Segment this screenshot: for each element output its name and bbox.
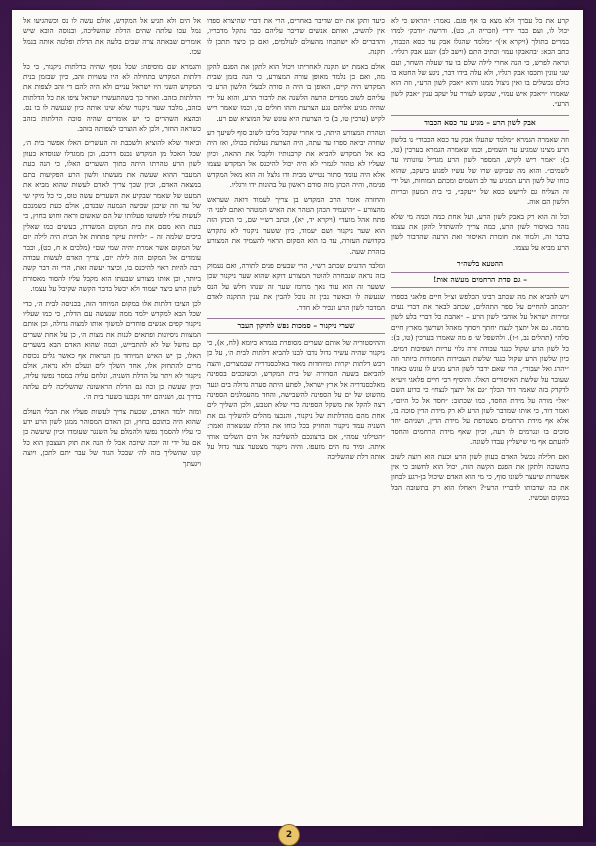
paragraph: ויש להביא את מה שכתב רבינו הכלפש זצ״ל חיים פלאגי בספרו ״הכתב להחיים על ספר התהלים, שכתב לבאר את דברי נעים זמירות ישראל על אוהבי לשון הרע – ״אהבת כל דברי בלע לשון מרמה. גם אל יתצך לנצח יחתך ויסחך מאהל ושרשך מארץ חיים סלה״ (תהלים נב, ו-ז). ולהשפל ש׳ פ מה שאמרו בערכין (טו, ב): כל לשון הרע שקול כנגד עבודה זרה גלוי עריות ושפיכות דמים. כיון שלשון הרע שקול כנגד שלשת העבירות החמורות ביותר וזה ״יהרג ואל יעבור״, הרי שאם ידבר לשון הרע מגיע לו עונש כאחד שעובר על שלשת האיסורים האלו. והוסיף רבי חיים פלאגי זיע״א לדקדק בזה שאמר דוד הכלך ״גם אל יתצך לנצח״ כי כדוע השם ״אל״ מורה על מידת החסד, כמו שכתוב: ״חסד אל כל היום״, ואמר דוד, כי אותו שמדבר לשון הרע לא רק מידת הדין סוכה בו, אלא אף מידת הרחמים מצטרפת על מידת הדין, ושניהם יחד סוכים בו ונגרמים לו רעה, וכיון שאף מידת הרחמים והחסד להעתם אף מי שישליץ עבדו לשונה.	[391, 291, 569, 447]
paragraph: אולם באמת יש תקנה לאחריתו ויכול הוא לתקן את הפגם להקן מה, ואם כן נלמד מאופן עורה המצורע, כי הנה בזמן שבית המקדש היה קיים, האופן בו היה ה סורה לבעלי הלשון הרע כי עליהם לשוב ממדים הרעה הלשנה את לדבור הרע, והוא על ידי שהיה מגיע אליהם נגע הצרעת וההו חולים בו, וכמו שאמר ריש לקיש (ערכין טו, ב) כי הצרעת היא עונש של המוציא שם רע.	[207, 61, 385, 123]
paragraph: והגמרא שם מוסיפה: שכל נוסף שהיה בדלתות ניקנור, כי כל דלתות המקדש בתחילה לא היו עשויות זהב, כיון שבזמן בנית המקדש השני היו ישראל עניים ולא היה להם די זהב לצפות את הדלתות בזהב. ואחר כך כשהתעשרו ישראל ציפו את כל הדלתות בזהב, מלבד שער ניקנור שלא שינו אותה כיון שנעשה לו בו נס. ובהצא השהרים כי יש אומרים שהיה סוכה הדלתות בזהב כשראה החזר, ולכן לא הוצרכו לצפותה בזהב.	[23, 61, 201, 134]
page-number: 2	[278, 824, 300, 846]
paragraph: וכל זה הוא רק באבק לשון הרע, ועל אחת כמה וכמה מי שלא נזהר באיסור לשון הרע, כמה צריך להשתדל להקן את עצמו בדבר זה, ולמוד את חומרת האיסור ואת הרעה שהדבור לשון הרע מביא על עצמו.	[391, 211, 569, 252]
paragraph: וזה שאמרה הגמרא ״מלמד שהעלו אבק עד כסא הכבוד״ נו בלשון הרע מצינו שמגיע עד השמים, וכמו שאמרה הגמרא בערכין (טו, ב): ״אמר ריש לקיש, המספר לשון הרע מגדיל עוונותיו עד לשמים״. והוא מה שביקש שרו של עשיו לפגוע ביעקב, שהוא כוחו של לשון הרע המגיע עד לב השמים ומכתם המוחות, ועל ידי זה הצליח גם לריעש כסא של ״יעקב״, כי בית המעון ובריות הלשון הם אוה.	[391, 134, 569, 207]
section-heading: אבק לשון הרע – מגיע עד כסא הכבוד	[391, 115, 569, 131]
paragraph: וטהרת המצורע היתה, כי אחרי שקבל בליבו לשוב סוף לשיעך רע שחרה יביאה ספרו עד עתה, היה הצרעת נעלמת בכולו, ואז היה בא אל המקדש להביא את קרבנותיו ולקבל את ההאה, וכיון שעליו לא טהור לגמרי לא היה יכול להיכנס אל המקדש עצמו אלא היה עומד סתור נטייש מבית ודו גלצל זה הוא מאל המקדש פנימה, והיה הכהן מזה סודם ראשון על בהונות ידו ורגליו.	[207, 128, 385, 190]
column-left	[23, 16, 201, 473]
paragraph: וההיסטוריה של אותם שערים מסופרת בגמרא ביומא (לח, א), כי ניקנור שהיה עשיר גדול נדבו לבנו להביא דלתות לבית ה׳, על כן רכש דלתות יקרות ומיוחדות מאוד באלכסנדריה שבמצרים, והצה להביאם בשעה הסדורה של בית המקדש, ובשוכבים בספינה מאלכסנדריה אל ארץ ישראל, לפתע היתה סערה גדולה בים ונעד מהשוט של ים על הספינה להשבישה, והחד מהעמלנים הספינה רצה להקל את משקל הספינה כדי שלא תטבע, ולכן השליך לים אחת מהם מהדלתות של ניקנור, והנכצו מהלים להשליך גם את השניה עמד ניקנור והחזיק בכל כוחו את הדלת שנשארה ואמר: ״הטילוני עמה״, אם ברצונכם להשליכה אל הים השליכו אותי איתה. ומיד נח הים מזעפו. והיה ניקנור מצטער צער גדול על אותה דלת שהשליכה	[207, 337, 385, 462]
section-heading-subtitle: – גם סדת הרחמים מעשה אות!	[391, 272, 569, 288]
section-heading: שערי ניקנור – סמכות נפש לתיקון העבר	[207, 318, 385, 334]
column-right	[391, 16, 569, 508]
paragraph: לכן הציבו דלתות אלו במקום המיוחד הזה, בכניסה לבית ה׳, כדי שכל הבא למקדש ילמד ממה שנעשה עם הדלת, כי כמו שעליו ניקנור קפים אנשים פוחדים למשוך אותו למצוה גדולה, וכן אותם המצוות ניסיונות ופתאים לגנות את מצות ה׳, כן על אחת שערים קם נחשל של לא להתבייש, וכמה שהוא האדם הבא בשערים האלו, כן יש האיש המיוחד מן הנראות אף כאשר גלים נכוסת מרים להתחזק אלו, אחד השלך לים ונעלם ולא נראה, אולם ניקנור לא ויתר על הדלת השניה, ונלחם עליה במסר נפשו עליה, וכיון שעשה כן זכה גם הדלת הראשונה שהשליכה לים עלתה בדרך נס, ושניהם יחד נקבעו בשער בית ה׳.	[23, 298, 201, 402]
paragraph: כיעד ותקן את יום שדיבר באחרים, הרי את דברי שהיצרא ספדו אין להשיב, ואותם אנשים שדיבר עליהם כבר נתקל מדבריו, והדברים לא ישתכחו מהעולם לעולמים, ואם כן כיצד תתכן לו תקנה.	[207, 16, 385, 57]
paragraph: אל הים ולא תגיע אל המקדש, אולם עשה לו נס וכשהגיעו אל נמל עכו עלתה שהים הדלת שהשליכה, ובנוסה הובא שיש אומרים שבאתה צרה שבים בלעה את הדלת ופלטה אותה בנמל עכו.	[23, 16, 201, 57]
column-middle	[207, 16, 385, 467]
paragraph: ואם חלילה נכשל האדם בעוון לשון הרע וכעת הוא רוצה לשוב בתשובה ולתקן את הפגם הקשה הזה, יכול הוא לחשוב כי אין אפשרות שיעצר לשונו סוף, כי מי הוא האדם שיכול בן-רגע לבחון את כה שדבותו לדבריו הרע״? ויאחלו הוא רק בתשובה הבל במקום ועכשיו.	[391, 451, 569, 503]
paragraph: והחזרה אומר הרב המקדש בן צריך לעמוד דואה שעראש מהצורע – ״היעמיד הכהן הטהר את האיש המטהר ואתם לפני ה׳ פתח אהל מועד״ (ויקרא יד, יא), וכתב רש״י שם, כי הכהן הזה הוא שער ניקנור ושם יעמוד, כיון ששער ניקנור לא נתקדש בקדושת העזרה, עד בו הוא הסקום הראוי להעמיד את המצורע בזהרת שעה.	[207, 194, 385, 256]
paragraph: ומלבד הדגנים שכתב רש״י, הרי שבעים פנים לתורה, ואם נעמוק בזה נראה שנבחרה להוטר המצורע דוקא שהוא שער ניקנור שכן ששער זה הוא עוד נאך מרומז שער זה שנהו חלש על הנס שנעשה לו וכאשר נבין זה נוכל להבין את ענין התקנה לאדם המדבר לשון הרע ונכיר לא חדר.	[207, 260, 385, 312]
section-heading-title: ההטעא בלשה״ר	[456, 259, 504, 269]
paragraph: ומזה ילמד האדם, שכעת צריך לעשות פעליו את הבלי העולם שהוא היה בתוכם בחוץ, וכן האדם המסוהר ממגן לשון הרע ידע כי עליו להסמך נפשו ולהמלם על השנגר שעומדו וכיון שיעשה כן אם על ידי זה יוכה שיזכה אכל לו הנה את תוק העצבון הוא כל קונו שהשליך בזה לה׳ שבכל הגוד של עבר יתם לתכן, ויוצה ויגעתך	[23, 406, 201, 468]
document-page	[12, 10, 583, 826]
paragraph: וביאור שלא להוציא ולשכבת זה העשרים האלו אפשר בית ה׳, שכל האכל מן המקדש נכנס דרכם, וכן ממגדלו שנוסדא בעוון לשון הרע טהרתו היתה בתוך השערים האלו, כי הנה בעת המעבר ההוא שעשה את מעשתו ולשון הרע הפקיעות בתם במצאה האדם, וכיון שכך צריך לאדם לעשות שהוא מביא את המעט של שאמר שבקיע את השערים עשה טוס, כי כל מיקי שי של עד וזה שיכנן שביעה הנמעה שבנדם, אולם כעת כשמנכם לעשות עליו לפשוטו פעלותו של הם שאשום וראה וחוש בחוץ, כי כעת הוא מסם את בית המקום המשדדו, בעשים כמו שאלין ביכים שלמה זה – ״לחיות עיקר פתחות אל הבית היה לילה יום של המקום אשר אמרת יהיה שמי שם״ (מלכים א ח, כט), וכבר עומדים אל המקום הזה לילה יום, צריך האדם לעשות עבודה רבה להיות ראוי להיכנס בו, וכיצד יעשה זאת, הרי זה דבר קשה ביותר, וכן אותו מצורע שבעתו הוא מקבל עליו להסוד מאסורת לשון הרע כיצד יעמוד ולא יכשל בדבר הקשה שקיבל על עצמו.	[23, 138, 201, 294]
paragraph: קרע את כל עבֹרך ולא מצא בו אף פגם. נאמר: ״הראש כי לא יכול לו, ועם כבר ירד״ (וזכריה ה, כט). ודרשה ״ודבק׳ למדו במרים בתולך (ויקרא א׳)״ ״מלמד שהגלו אבק עד כסא הכבוד, כתב הכא: ׳בהאבקו עמו׳ וכתיב התם (וישב לב) ׳ונגע אבק רגליו׳. ונראה לפרש, כי הנה אחרי לילה שלם בו עד שעלה השחר, ועם שני עונין ותכסו אבק רגליו, ולא עלה בידו דבר, ניגע של החטא בו כולם נכשלים בו ואין ניצול ממנו והוא ״אבק לשון הרע״, וזה הוא שאמרו ״ויאבק איש עמו״, שבקש לעורר על יעקב ענין ״אבק לשון הרע״.	[391, 16, 569, 109]
